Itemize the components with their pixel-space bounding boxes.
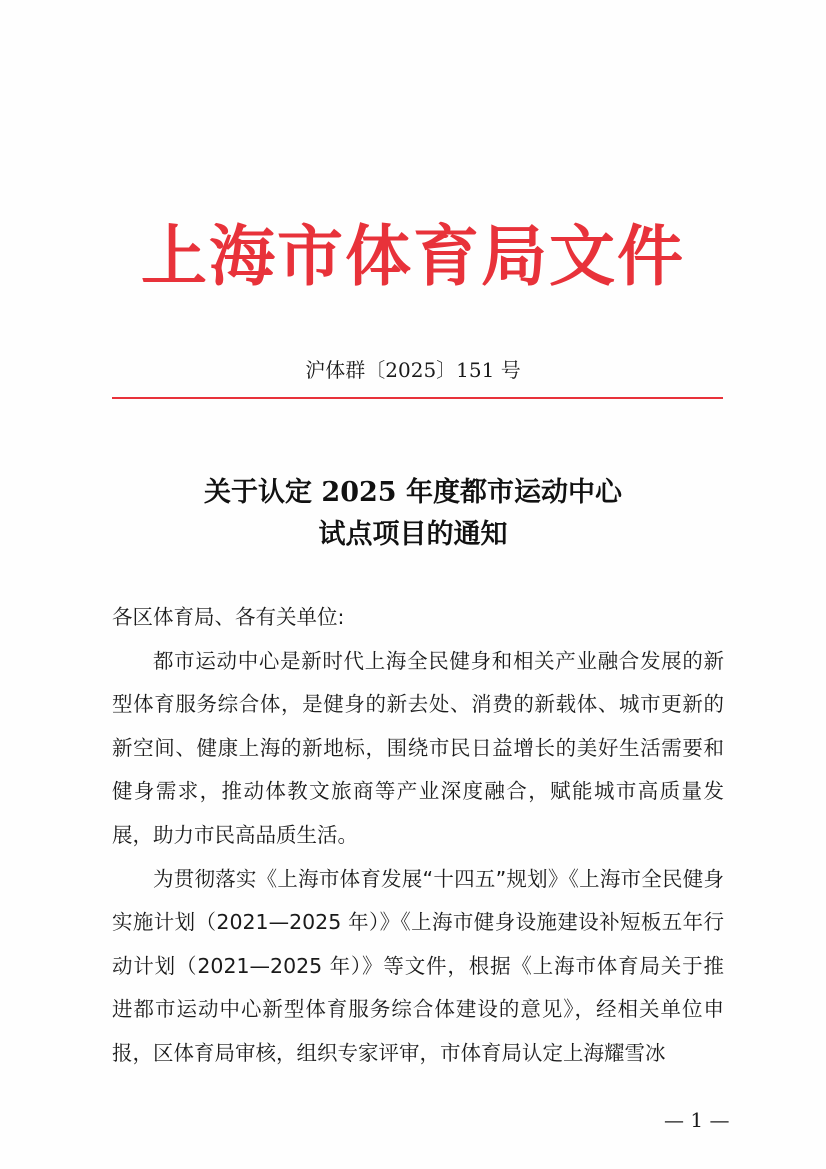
document-number: 沪体群〔2025〕151 号 [305, 358, 521, 382]
salutation: 各区体育局、各有关单位: [112, 605, 345, 629]
red-divider-line [112, 397, 723, 399]
document-body [112, 596, 724, 1076]
notice-title [0, 472, 826, 556]
notice-title-line-1: 关于认定 2025 年度都市运动中心 [204, 477, 622, 508]
body-paragraph-2: 为贯彻落实《上海市体育发展“十四五”规划》《上海市全民健身实施计划（2021—2025 年）》《上海市健身设施建设补短板五年行动计划（2021—2025 年）》等文件，根据《上海市体育局关于推进都市运动中心新型体育服务综合体建设的意见》，经相关单位申报，区体育局审核，组织专家评审，市体育局认定上海耀雪冰 [112, 866, 724, 1065]
page-number: — 1 — [664, 1108, 730, 1132]
notice-title-line-2: 试点项目的通知 [318, 519, 508, 550]
body-paragraph-1: 都市运动中心是新时代上海全民健身和相关产业融合发展的新型体育服务综合体，是健身的新去处、消费的新载体、城市更新的新空间、健康上海的新地标，围绕市民日益增长的美好生活需要和健身需求，推动体教文旅商等产业深度融合，赋能城市高质量发展，助力市民高品质生活。 [112, 648, 724, 847]
issuing-authority-header: 上海市体育局文件 [141, 217, 685, 295]
